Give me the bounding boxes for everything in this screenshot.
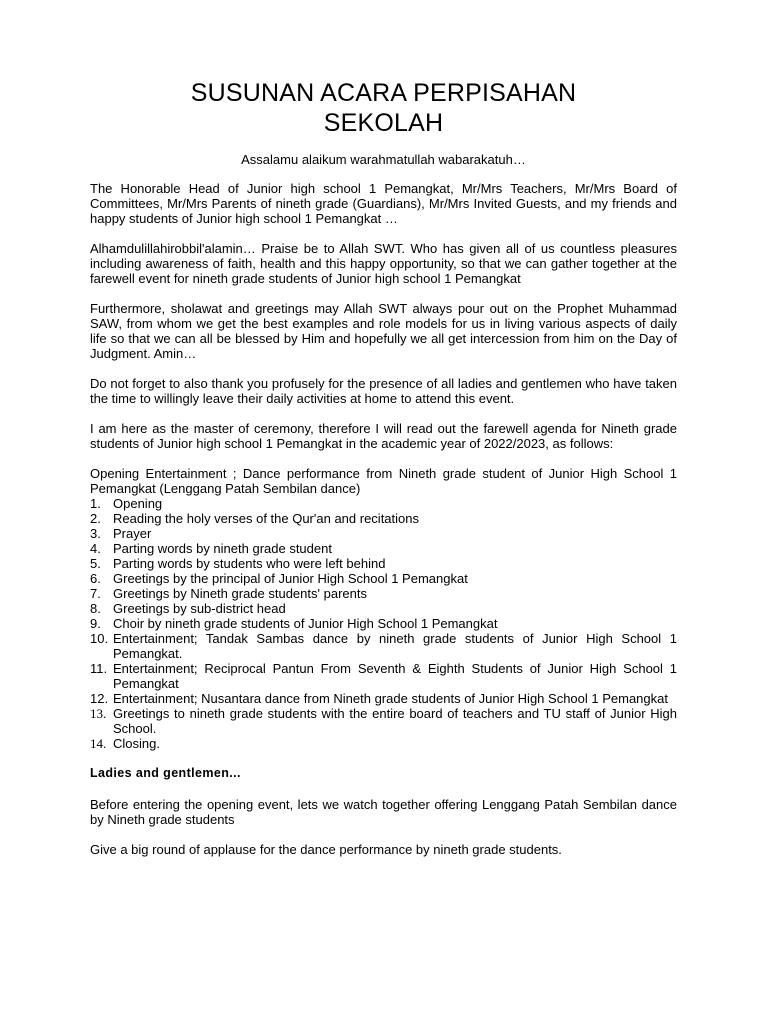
agenda-text: Reading the holy verses of the Qur'an and recitations [113, 511, 419, 526]
agenda-text: Parting words by nineth grade student [113, 541, 332, 556]
agenda-item [90, 556, 677, 571]
agenda-item [90, 631, 677, 661]
ladies-gentlemen-heading: Ladies and gentlemen... [90, 766, 241, 780]
paragraph-before-opening: Before entering the opening event, lets we watch together offering Lenggang Patah Sembilan dance by Nineth grade students [90, 797, 677, 827]
agenda-text: Prayer [113, 526, 152, 541]
agenda-number: 14. [90, 736, 107, 751]
agenda-item [90, 586, 677, 601]
agenda-item [90, 736, 677, 751]
agenda-number: 10. [90, 631, 109, 646]
document-title [90, 78, 677, 138]
agenda-list [90, 496, 677, 751]
agenda-text: Greetings to nineth grade students with the entire board of teachers and TU staff of Junior High School. [113, 706, 677, 736]
title-line-2: SEKOLAH [323, 109, 444, 137]
agenda-text: Entertainment; Reciprocal Pantun From Seventh & Eighth Students of Junior High School 1 Pemangkat [113, 661, 677, 691]
salam-greeting: Assalamu alaikum warahmatullah wabarakatuh… [241, 152, 526, 167]
paragraph-thank: Do not forget to also thank you profusely for the presence of all ladies and gentlemen who have taken the time to willingly leave their daily activities at home to attend this event. [90, 376, 677, 406]
agenda-number: 5. [90, 556, 101, 571]
agenda-number: 11. [90, 661, 108, 676]
agenda-text: Greetings by Nineth grade students' parents [113, 586, 367, 601]
paragraph-applause: Give a big round of applause for the dance performance by nineth grade students. [90, 842, 562, 857]
agenda-number: 8. [90, 601, 101, 616]
agenda-item [90, 541, 677, 556]
agenda-number: 2. [90, 511, 101, 526]
agenda-item [90, 496, 677, 511]
agenda-number: 12. [90, 691, 109, 706]
agenda-text: Entertainment; Nusantara dance from Nineth grade students of Junior High School 1 Pemangkat [113, 691, 668, 706]
document-page [90, 78, 677, 872]
agenda-item [90, 526, 677, 541]
agenda-item [90, 571, 677, 586]
agenda-item [90, 661, 677, 691]
agenda-number: 6. [90, 571, 101, 586]
agenda-number: 13. [90, 706, 107, 721]
agenda-number: 9. [90, 616, 101, 631]
agenda-number: 1. [90, 496, 101, 511]
paragraph-mc: I am here as the master of ceremony, therefore I will read out the farewell agenda for Nineth grade students of Junior high school 1 Pemangkat in the academic year of 2022/2023, as follows: [90, 421, 677, 451]
agenda-item [90, 616, 677, 631]
agenda-item [90, 691, 677, 706]
title-line-1: SUSUNAN ACARA PERPISAHAN [190, 79, 577, 107]
paragraph-alhamdulillah: Alhamdulillahirobbil'alamin… Praise be to Allah SWT. Who has given all of us countless pleasures including awareness of faith, health and this happy opportunity, so that we can gather together at the farewell event for nineth grade students of Junior high school 1 Pemangkat [90, 241, 677, 286]
agenda-text: Parting words by students who were left behind [113, 556, 386, 571]
agenda-number: 3. [90, 526, 101, 541]
opening-entertainment: Opening Entertainment ; Dance performance from Nineth grade student of Junior High School 1 Pemangkat (Lenggang Patah Sembilan dance) [90, 466, 677, 496]
agenda-text: Entertainment; Tandak Sambas dance by nineth grade students of Junior High School 1 Pemangkat. [113, 631, 677, 661]
agenda-text: Greetings by the principal of Junior High School 1 Pemangkat [113, 571, 468, 586]
agenda-text: Opening [113, 496, 163, 511]
agenda-text: Closing. [113, 736, 160, 751]
agenda-number: 4. [90, 541, 101, 556]
agenda-text: Choir by nineth grade students of Junior High School 1 Pemangkat [113, 616, 498, 631]
paragraph-honorable: The Honorable Head of Junior high school 1 Pemangkat, Mr/Mrs Teachers, Mr/Mrs Board of Committees, Mr/Mrs Parents of nineth grade (Guardians), Mr/Mrs Invited Guests, and my friends and happy students of Junior high school 1 Pemangkat … [90, 181, 677, 226]
agenda-item [90, 601, 677, 616]
agenda-item [90, 706, 677, 736]
paragraph-sholawat: Furthermore, sholawat and greetings may Allah SWT always pour out on the Prophet Muhammad SAW, from whom we get the best examples and role models for us in living various aspects of daily life so that we can all be blessed by Him and hopefully we all get intercession from him on the Day of Judgment. Amin… [90, 301, 677, 361]
agenda-number: 7. [90, 586, 101, 601]
agenda-text: Greetings by sub-district head [113, 601, 286, 616]
agenda-item [90, 511, 677, 526]
